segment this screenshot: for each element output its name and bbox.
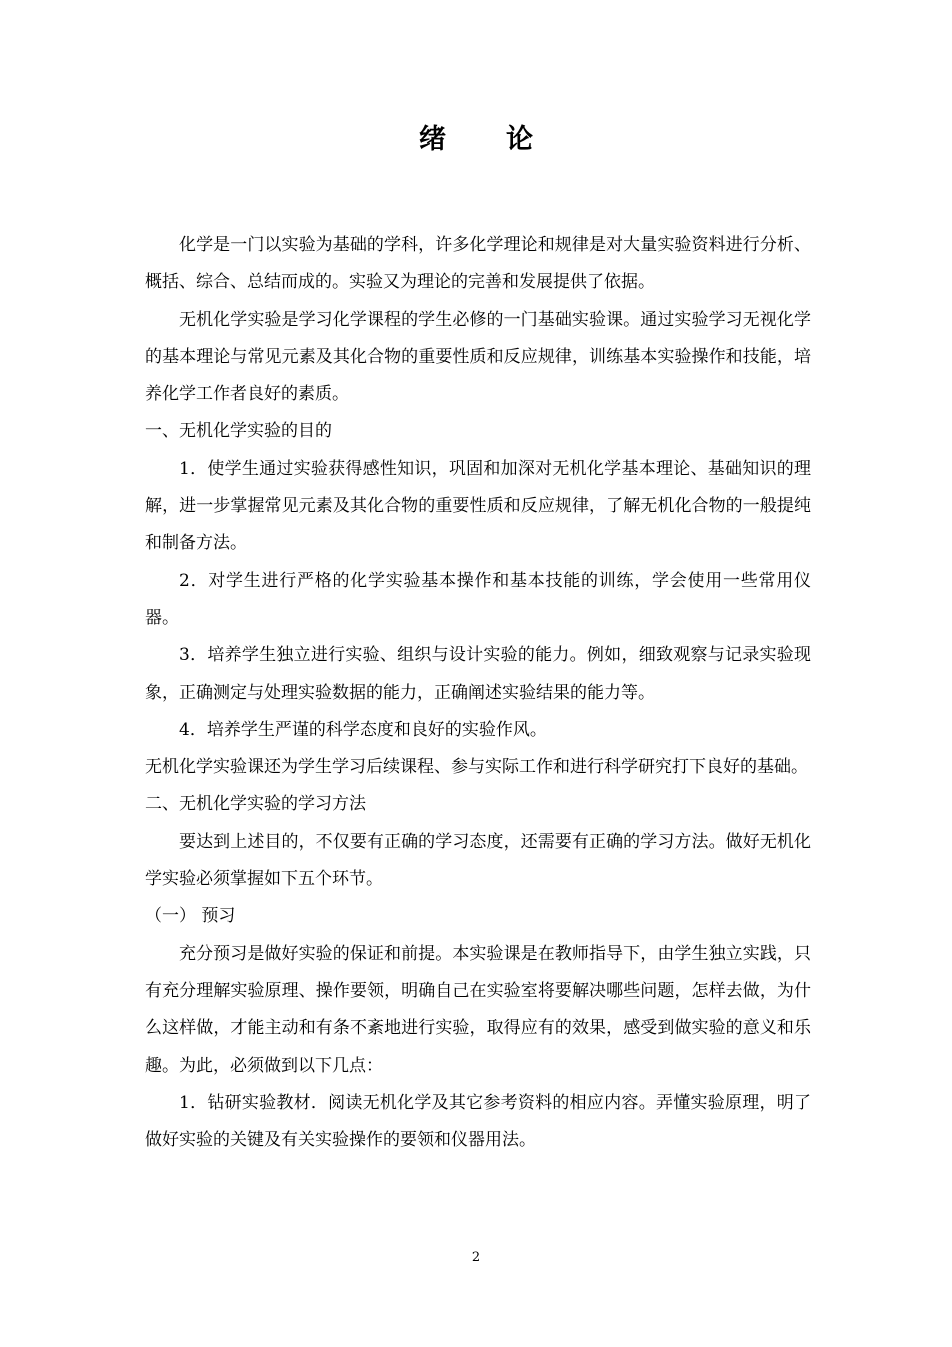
preview-point-1: 1．钻研实验教材．阅读无机化学及其它参考资料的相应内容。弄懂实验原理，明了做好实验的关键及有关实验操作的要领和仪器用法。 xyxy=(145,1092,811,1151)
page-title xyxy=(0,118,952,162)
section-2-heading: 二、无机化学实验的学习方法 xyxy=(145,794,366,815)
document-body xyxy=(145,227,811,1159)
preview-paragraph: 充分预习是做好实验的保证和前提。本实验课是在教师指导下，由学生独立实践，只有充分理解实验原理、操作要领，明确自己在实验室将要解决哪些问题，怎样去做，为什么这样做，才能主动和有条不紊地进行实验，取得应有的效果，感受到做实验的意义和乐趣。为此，必须做到以下几点： xyxy=(145,943,811,1076)
intro-paragraph-1: 化学是一门以实验为基础的学科，许多化学理论和规律是对大量实验资料进行分析、概括、综合、总结而成的。实验又为理论的完善和发展提供了依据。 xyxy=(145,235,811,293)
section-1-closing: 无机化学实验课还为学生学习后续课程、参与实际工作和进行科学研究打下良好的基础。 xyxy=(145,757,808,778)
section-2-intro: 要达到上述目的，不仅要有正确的学习态度，还需要有正确的学习方法。做好无机化学实验必须掌握如下五个环节。 xyxy=(145,831,811,890)
section-1-heading: 一、无机化学实验的目的 xyxy=(145,421,332,442)
section-1-item-2: 2．对学生进行严格的化学实验基本操作和基本技能的训练，学会使用一些常用仪器。 xyxy=(145,570,811,628)
section-1-item-1: 1．使学生通过实验获得感性知识，巩固和加深对无机化学基本理论、基础知识的理解，进一步掌握常见元素及其化合物的重要性质和反应规律，了解无机化合物的一般提纯和制备方法。 xyxy=(145,458,811,554)
title-char-1: 绪 xyxy=(419,124,446,155)
title-char-2: 论 xyxy=(506,124,533,155)
section-1-item-3: 3．培养学生独立进行实验、组织与设计实验的能力。例如，细致观察与记录实验现象，正确测定与处理实验数据的能力，正确阐述实验结果的能力等。 xyxy=(145,645,811,703)
section-2-subheading: （一） 预习 xyxy=(145,906,236,927)
intro-paragraph-2: 无机化学实验是学习化学课程的学生必修的一门基础实验课。通过实验学习无视化学的基本理论与常见元素及其化合物的重要性质和反应规律，训练基本实验操作和技能，培养化学工作者良好的素质。 xyxy=(145,309,811,405)
section-1-item-4: 4．培养学生严谨的科学态度和良好的实验作风。 xyxy=(179,719,547,740)
page-number: 2 xyxy=(471,1250,481,1265)
